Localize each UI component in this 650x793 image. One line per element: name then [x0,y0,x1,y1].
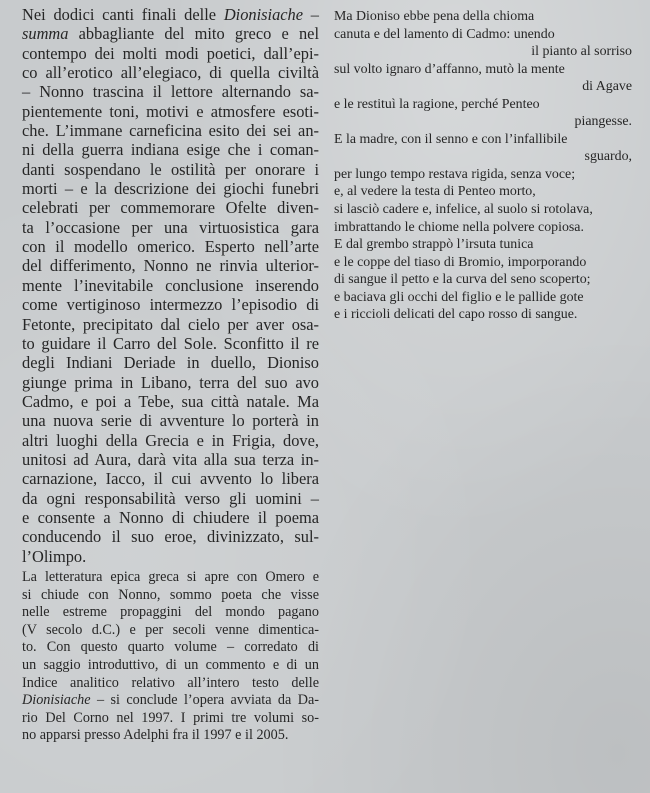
text-line [22,569,319,587]
text-segment: Fetonte, precipitato dal cielo per aver osa- [22,314,319,334]
text-segment: un saggio introduttivo, di un commento e di un [22,656,319,673]
text-line [22,198,319,217]
text-line [22,63,319,82]
verse-line: e, al vedere la testa di Penteo morto, [334,184,536,200]
book-title-italic: Dionisiache [22,692,91,709]
text-line [22,121,319,140]
text-segment: mente l’inevitabile conclusione inserendo [22,275,319,295]
text-line [22,710,319,728]
verse-line: E la madre, con il senno e con l’infallibile [334,131,568,147]
text-segment: contempo dei molti modi poetici, dall’epi- [22,43,319,63]
text-segment: danti sospendano le ostilità per onorare i [22,159,319,179]
text-segment: – Nonno trascina il lettore alternando sa- [22,82,319,102]
text-segment: Cadmo, e poi a Tebe, sua città natale. Ma [22,391,319,411]
text-segment: nelle estreme propaggini del mondo pagano [22,604,319,621]
text-line [22,102,319,121]
text-line [22,353,319,372]
text-line [22,508,319,527]
text-line [22,411,319,430]
text-line [22,334,319,353]
text-line [22,692,319,710]
verse-excerpt [334,8,632,324]
text-segment: Nei dodici canti finali delle [22,5,224,24]
text-segment: to. Con questo quarto volume – corredato di [22,639,319,656]
text-segment: da ogni responsabilità verso gli uomini – [22,488,319,508]
text-line [22,450,319,469]
text-segment: Indice analitico relativo all’intero testo delle [22,674,319,691]
text-segment: abbagliante del mito greco e nel [68,24,319,44]
text-segment: conducendo il suo eroe, divinizzato, sul- [22,527,319,547]
text-segment: La letteratura epica greca si apre con Omero e [22,569,319,585]
text-segment: che. L’immane carneficina esito dei sei an- [22,121,319,141]
text-line [22,218,319,237]
verse-line-continuation: di Agave [582,79,632,95]
text-line [22,160,319,179]
text-line [22,431,319,450]
verse-line: e baciava gli occhi del figlio e le pallide gote [334,289,584,305]
text-segment: e consente a Nonno di chiudere il poema [22,507,319,527]
text-segment: no apparsi presso Adelphi fra il 1997 e il 2005. [22,727,289,744]
text-line [22,657,319,675]
text-line [22,276,319,295]
text-segment: unitosi ad Aura, darà vita alla sua terza in- [22,449,319,469]
text-line [22,5,319,24]
verse-line: e le coppe del tiaso di Bromio, imporporando [334,254,587,270]
text-segment: celebrati per commemorare Ofelte diven- [22,198,319,218]
text-line [22,639,319,657]
verse-line-continuation: il pianto al sorriso [531,44,632,60]
text-line [22,237,319,256]
text-line [22,727,319,745]
text-line [22,295,319,314]
verse-line: E dal grembo strappò l’irsuta tunica [334,237,534,253]
verse-line-continuation: sguardo, [584,149,632,165]
text-line [22,675,319,693]
text-segment: del differimento, Nonno ne rinvia ulterior- [22,256,319,276]
verse-line: imbrattando le chiome nella polvere copiosa. [334,219,584,235]
text-segment: (V secolo d.C.) e per secoli venne dimentica- [22,621,319,638]
text-line [22,256,319,275]
text-segment: degli Indiani Deriade in duello, Dioniso [22,353,319,373]
text-segment: si chiude con Nonno, sommo poeta che visse [22,586,319,603]
verse-line: canuta e del lamento di Cadmo: unendo [334,26,555,42]
text-segment: to guidare il Carro del Sole. Sconfitto il re [22,333,319,353]
verse-line: Ma Dioniso ebbe pena della chioma [334,9,535,24]
text-segment: una nuova serie di avventure lo porterà in [22,411,319,431]
text-line [22,82,319,101]
text-segment: – si conclude l’opera avviata da Da- [90,692,319,709]
book-title-italic: Dionisiache [223,5,304,24]
verse-line: si lasciò cadere e, infelice, al suolo si rotolava, [334,202,593,218]
book-title-italic: summa [22,24,69,44]
text-line [22,140,319,159]
text-segment: – [303,5,320,24]
series-note-paragraph [22,569,319,745]
verse-line: sul volto ignaro d’affanno, mutò la mente [334,61,565,77]
text-line [22,622,319,640]
text-segment: morti – e la descrizione dei giochi funebri [22,179,319,199]
text-segment: rio Del Corno nel 1997. I primi tre volumi so- [22,709,319,726]
text-segment: l’Olimpo. [22,546,87,566]
text-segment: carnazione, Iacco, il cui avvento lo libera [22,469,319,489]
text-segment: pientemente toni, motivi e atmosfere esoti- [22,101,319,121]
text-segment: con il modello omerico. Esperto nell’arte [22,237,319,257]
text-line [22,179,319,198]
verse-line: e i riccioli delicati del capo rosso di sangue. [334,307,578,323]
text-segment: come vertiginoso intermezzo l’episodio di [22,295,319,315]
text-line [22,604,319,622]
text-segment: altri luoghi della Grecia e in Frigia, dove, [22,430,319,450]
synopsis-paragraph [22,5,319,566]
text-segment: ni della guerra indiana esige che i coman- [22,140,319,160]
text-line [22,392,319,411]
text-line [22,489,319,508]
text-line [22,44,319,63]
text-line [22,547,319,566]
text-line [22,315,319,334]
text-line [22,24,319,43]
text-segment: ta l’occasione per una virtuosistica gara [22,217,319,237]
text-line [22,587,319,605]
text-line [22,373,319,392]
verse-line: per lungo tempo restava rigida, senza voce; [334,166,576,182]
text-line [22,469,319,488]
text-line [22,527,319,546]
text-segment: co all’erotico all’elegiaco, di quella civiltà [22,63,319,83]
verse-line: di sangue il petto e la curva del seno scoperto; [334,272,591,288]
text-segment: giunge prima in Libano, terra del suo avo [22,372,319,392]
left-column [22,5,319,566]
verse-line-continuation: piangesse. [574,114,632,130]
verse-line: e le restituì la ragione, perché Penteo [334,96,540,112]
